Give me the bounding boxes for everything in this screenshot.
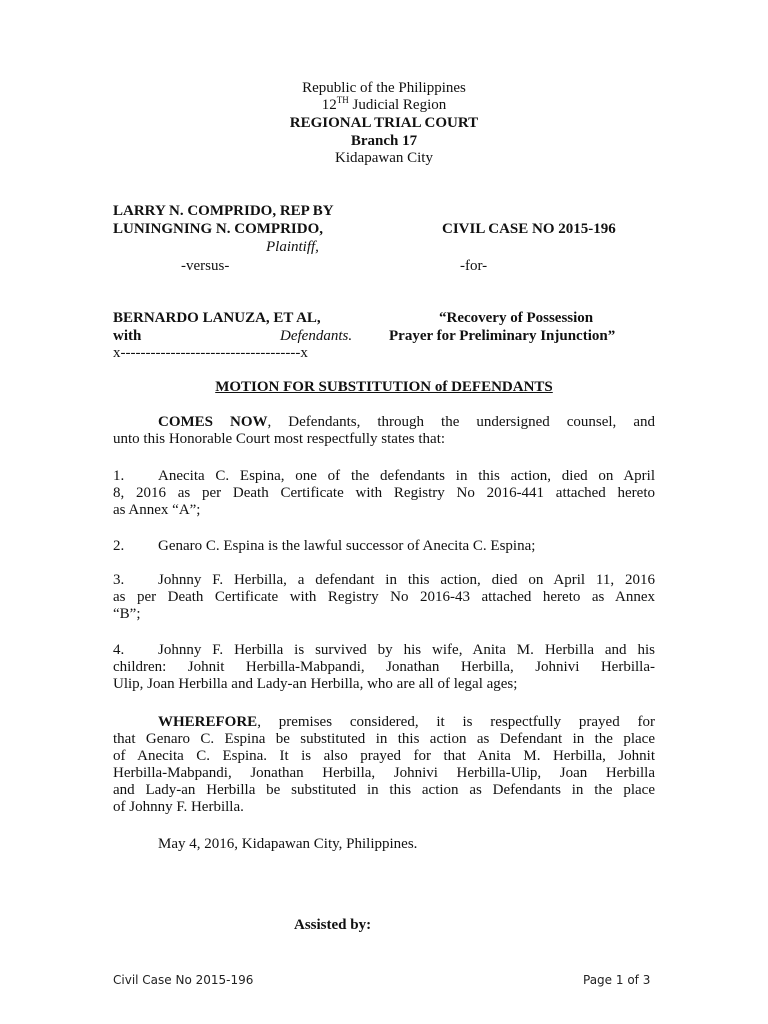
republic-line: Republic of the Philippines: [302, 80, 466, 96]
defendant-role: Defendants.: [280, 328, 353, 344]
judicial-region-line: 12TH Judicial Region: [321, 95, 447, 113]
intro-paragraph: COMES NOW, Defendants, through the undersigned counsel, and unto this Honorable Court most respectfully states that:: [113, 414, 655, 447]
court-name: REGIONAL TRIAL COURT: [289, 115, 479, 131]
date-line: May 4, 2016, Kidapawan City, Philippines.: [158, 836, 418, 852]
footer-case-number: Civil Case No 2015-196: [113, 973, 254, 987]
plaintiff-role: Plaintiff,: [266, 239, 319, 255]
case-nature-line1: “Recovery of Possession: [439, 310, 594, 326]
caption-divider: x------------------------------------x: [113, 345, 308, 361]
branch-line: Branch 17: [350, 133, 418, 149]
case-nature-line2: Prayer for Preliminary Injunction”: [389, 328, 616, 344]
case-number: CIVIL CASE NO 2015-196: [442, 221, 616, 237]
footer-page-number: Page 1 of 3: [583, 973, 651, 987]
motion-title: MOTION FOR SUBSTITUTION of DEFENDANTS: [215, 379, 553, 395]
versus-label: -versus-: [181, 258, 230, 274]
city-line: Kidapawan City: [335, 150, 433, 166]
assisted-by-label: Assisted by:: [294, 917, 372, 933]
plaintiff-name-line1: LARRY N. COMPRIDO, REP BY: [113, 203, 334, 219]
item-1: 1. Anecita C. Espina, one of the defendants in this action, died on April 8, 2016 as per Death Certificate with Registry No 2016-441 attached hereto as Annex “A”;: [113, 468, 655, 518]
for-label: -for-: [460, 258, 488, 274]
prayer-paragraph: WHEREFORE, premises considered, it is respectfully prayed for that Genaro C. Espina be substituted in this action as Defendant in the place of Anecita C. Espina. It is also prayed for that Anita M. Herbilla, Johnit Herbilla-Mabpandi, Jonathan Herbilla, Johnivi Herbilla-Ulip, Joan Herbilla and Lady-an Herbilla be substituted in this action as Defendants in the place of Johnny F. Herbilla.: [113, 714, 655, 815]
defendant-name: BERNARDO LANUZA, ET AL,: [113, 310, 321, 326]
plaintiff-name-line2: LUNINGNING N. COMPRIDO,: [113, 221, 323, 237]
item-4: 4. Johnny F. Herbilla is survived by his wife, Anita M. Herbilla and his children: Johnit Herbilla-Mabpandi, Jonathan Herbilla, Johnivi Herbilla- Ulip, Joan Herbilla and Lady-an Herbilla, who are all of legal ages;: [113, 642, 655, 692]
defendant-with: with: [113, 328, 142, 344]
item-2: 2. Genaro C. Espina is the lawful successor of Anecita C. Espina;: [113, 538, 536, 554]
item-3: 3. Johnny F. Herbilla, a defendant in this action, died on April 11, 2016 as per Death Certificate with Registry No 2016-43 attached hereto as Annex “B”;: [113, 572, 655, 622]
